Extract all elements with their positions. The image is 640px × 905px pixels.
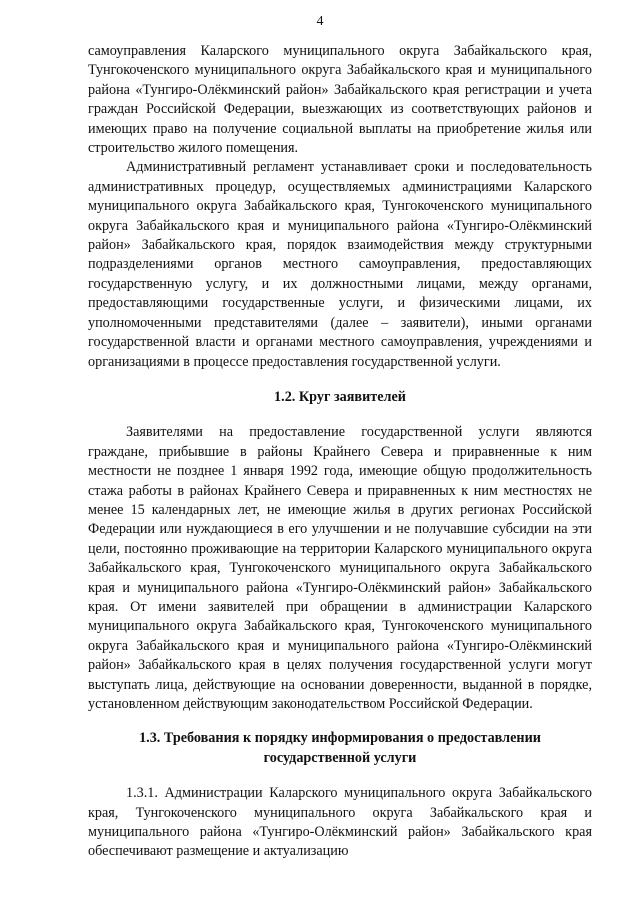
paragraph-applicants: Заявителями на предоставление государственной услуги являются граждане, прибывшие в районы Крайнего Севера и приравненные к ним местности не позднее 1 января 1992 года, имеющие общую продолжительность стажа работы в районах Крайнего Севера и приравненных к ним местностях не менее 15 календарных лет, не имеющие жилья в других регионах Российской Федерации или нуждающиеся в его улучшении и не получавшие субсидии на эти цели, постоянно проживающие на территории Каларского муниципального округа Забайкальского края, Тунгокоченского муниципального округа Забайкальского края и муниципального района «Тунгиро-Олёкминский район» Забайкальского края. От имени заявителей при обращении в администрации Каларского муниципального округа Забайкальского края, Тунгокоченского муниципального округа Забайкальского края и муниципального района «Тунгиро-Олёкминский район» Забайкальского края в целях получения государственной услуги могут выступать лица, действующие на основании доверенности, выданной в порядке, установленном действующим законодательством Российской Федерации. [88, 424, 592, 712]
section-heading-informing-line1: 1.3. Требования к порядку информирования о предоставлении [139, 730, 541, 747]
section-heading-informing-line2: государственной услуги [263, 749, 417, 766]
section-heading-applicants: 1.2. Круг заявителей [274, 388, 406, 405]
document-body [88, 42, 592, 862]
paragraph-continuation: самоуправления Каларского муниципального округа Забайкальского края, Тунгокоченского муниципального округа Забайкальского края и муниципального района «Тунгиро-Олёкминский район» Забайкальского края регистрации и учета граждан Российской Федерации, выезжающих из соответствующих районов и имеющих право на получение социальной выплаты на приобретение жилья или строительство жилого помещения. [88, 43, 592, 157]
paragraph-regulation: Административный регламент устанавливает сроки и последовательность административных процедур, осуществляемых администрациями Каларского муниципального округа Забайкальского края, Тунгокоченского муниципального округа Забайкальского края и муниципального района «Тунгиро-Олёкминский район» Забайкальского края, порядок взаимодействия между структурными подразделениями органов местного самоуправления, предоставляющих государственную услугу, и их должностными лицами, между органами, предоставляющими государственные услуги, и физическими лицами, их уполномоченными представителями (далее – заявители), иными органами государственной власти и органами местного самоуправления, учреждениями и организациями в процессе предоставления государственной услуги. [88, 159, 592, 370]
page-number: 4 [316, 14, 324, 29]
paragraph-informing: 1.3.1. Администрации Каларского муниципального округа Забайкальского края, Тунгокоченского муниципального округа Забайкальского края и муниципального района «Тунгиро-Олёкминский район» Забайкальского края обеспечивают размещение и актуализацию [88, 785, 592, 860]
